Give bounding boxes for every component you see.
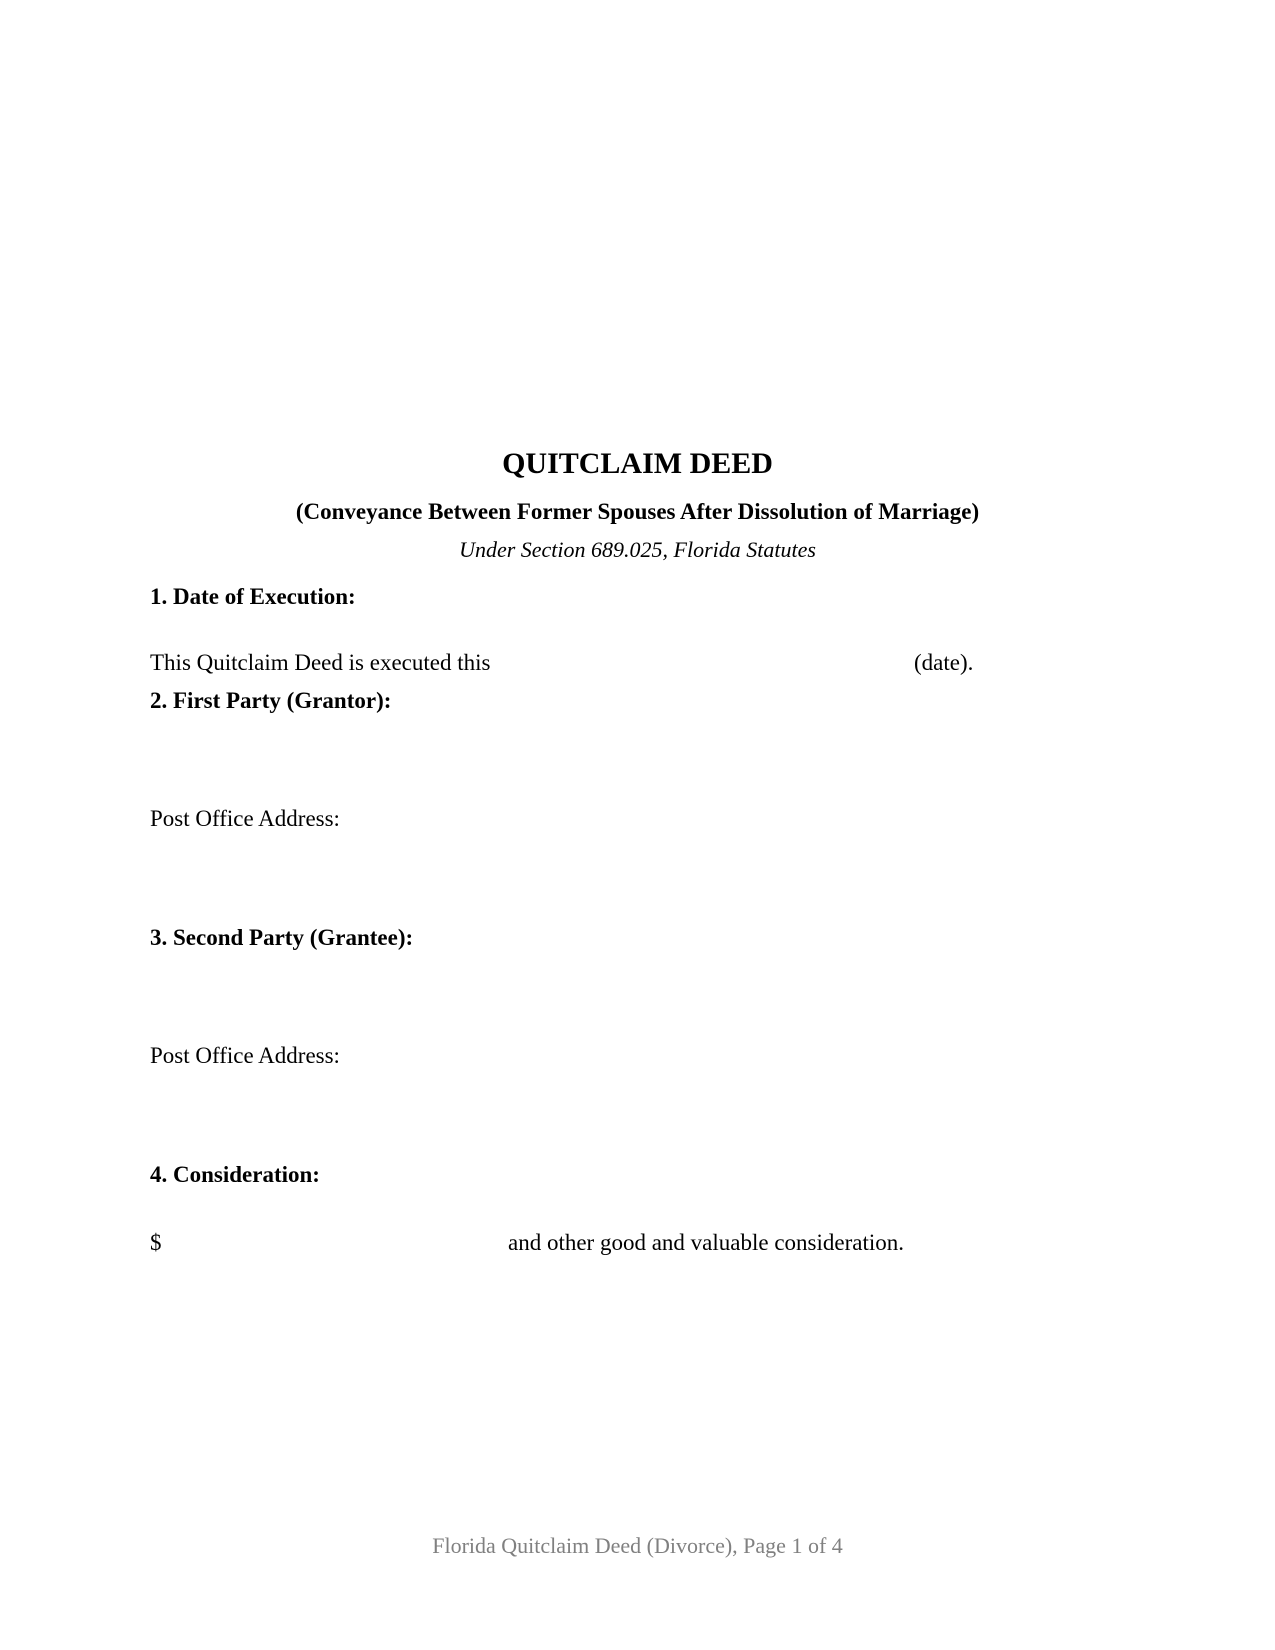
consideration-text: and other good and valuable consideration. xyxy=(508,1230,904,1255)
grantee-address-label: Post Office Address: xyxy=(150,1043,340,1068)
section-heading-second-party: 3. Second Party (Grantee): xyxy=(150,925,414,950)
grantor-address-label: Post Office Address: xyxy=(150,806,340,831)
page-footer: Florida Quitclaim Deed (Divorce), Page 1 of 4 xyxy=(432,1533,843,1558)
statute-reference: Under Section 689.025, Florida Statutes xyxy=(459,537,816,562)
date-suffix-label: (date). xyxy=(914,650,974,675)
section-heading-consideration: 4. Consideration: xyxy=(150,1162,320,1187)
execution-text: This Quitclaim Deed is executed this xyxy=(150,650,491,675)
grantee-name-field[interactable] xyxy=(150,980,750,1006)
section-heading-date-of-execution: 1. Date of Execution: xyxy=(150,584,356,609)
execution-date-field[interactable] xyxy=(520,650,900,676)
consideration-amount-field[interactable] xyxy=(172,1230,492,1256)
grantor-address-field[interactable] xyxy=(150,850,750,876)
section-heading-first-party: 2. First Party (Grantor): xyxy=(150,688,392,713)
grantee-address-field[interactable] xyxy=(150,1085,750,1111)
document-subtitle: (Conveyance Between Former Spouses After Dissolution of Marriage) xyxy=(295,499,980,524)
currency-symbol: $ xyxy=(150,1230,162,1255)
grantor-name-field[interactable] xyxy=(150,740,750,766)
document-title: QUITCLAIM DEED xyxy=(502,447,773,480)
